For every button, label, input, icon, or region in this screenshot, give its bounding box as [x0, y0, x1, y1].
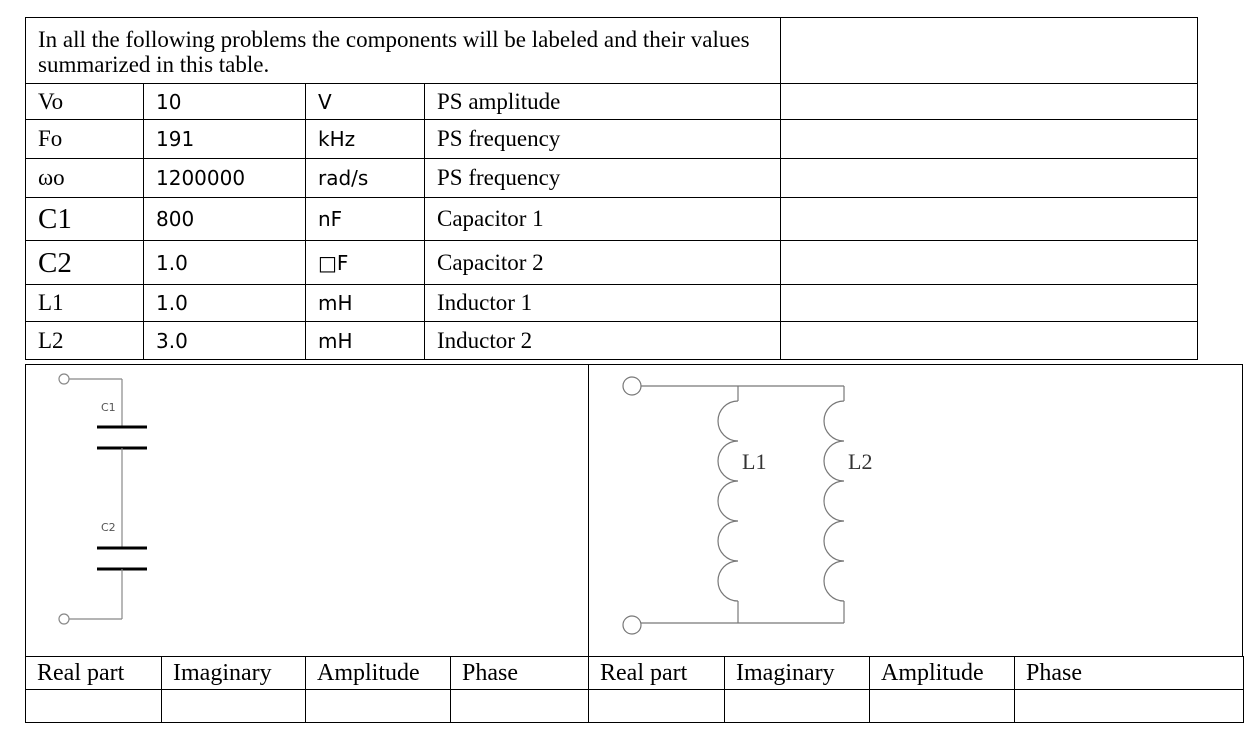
- empty-cell: [781, 120, 1198, 159]
- inductor-l1-coil: [718, 401, 738, 601]
- unit-cell: V: [306, 84, 425, 120]
- label-l1: L1: [742, 449, 767, 474]
- header-amplitude: Amplitude: [870, 657, 1015, 690]
- unit-cell: nF: [306, 198, 425, 241]
- description-cell: PS amplitude: [425, 84, 781, 120]
- empty-cell: [781, 241, 1198, 285]
- table-row: [26, 84, 1198, 120]
- unit-cell: rad/s: [306, 159, 425, 198]
- inductor-circuit: [623, 377, 844, 634]
- terminal-bottom: [623, 616, 641, 634]
- symbol-cell: C1: [26, 198, 144, 241]
- symbol-cell: C2: [26, 241, 144, 285]
- description-cell: PS frequency: [425, 159, 781, 198]
- symbol-cell: L2: [26, 322, 144, 360]
- unit-cell: □F: [306, 241, 425, 285]
- symbol-cell: L1: [26, 285, 144, 322]
- inductor-l2-coil: [824, 401, 844, 601]
- symbol-cell: Fo: [26, 120, 144, 159]
- label-c1: C1: [101, 401, 116, 414]
- header-amplitude: Amplitude: [306, 657, 451, 690]
- value-cell: 10: [144, 84, 306, 120]
- unit-cell: kHz: [306, 120, 425, 159]
- label-l2: L2: [848, 449, 873, 474]
- value-cell: 1200000: [144, 159, 306, 198]
- table-row: [26, 159, 1198, 198]
- answer-cell[interactable]: [306, 690, 451, 723]
- symbol-cell: ωo: [26, 159, 144, 198]
- empty-cell: [781, 159, 1198, 198]
- header-phase: Phase: [1015, 657, 1244, 690]
- terminal-bottom: [59, 614, 69, 624]
- empty-cell: [781, 18, 1198, 84]
- terminal-top: [623, 377, 641, 395]
- answer-input-row: [26, 690, 1244, 723]
- header-phase: Phase: [451, 657, 589, 690]
- unit-cell: mH: [306, 285, 425, 322]
- table-row: [26, 285, 1198, 322]
- header-real-part: Real part: [26, 657, 162, 690]
- description-cell: Capacitor 2: [425, 241, 781, 285]
- answer-cell[interactable]: [26, 690, 162, 723]
- description-cell: PS frequency: [425, 120, 781, 159]
- answer-cell[interactable]: [1015, 690, 1244, 723]
- value-cell: 1.0: [144, 241, 306, 285]
- intro-text: In all the following problems the components will be labeled and their values summarized in this table.: [26, 18, 781, 84]
- answer-cell[interactable]: [162, 690, 306, 723]
- description-cell: Inductor 2: [425, 322, 781, 360]
- label-c2: C2: [101, 521, 116, 534]
- empty-cell: [781, 198, 1198, 241]
- value-cell: 3.0: [144, 322, 306, 360]
- table-row: [26, 198, 1198, 241]
- answer-cell[interactable]: [451, 690, 589, 723]
- answer-cell[interactable]: [589, 690, 725, 723]
- header-real-part: Real part: [589, 657, 725, 690]
- empty-cell: [781, 84, 1198, 120]
- value-cell: 191: [144, 120, 306, 159]
- circuit-drawings: [26, 365, 1242, 657]
- symbol-cell: Vo: [26, 84, 144, 120]
- circuit-panel: [25, 364, 1243, 656]
- value-cell: 1.0: [144, 285, 306, 322]
- component-table: [25, 17, 1198, 360]
- answer-table: [25, 656, 1244, 723]
- header-imaginary: Imaginary: [162, 657, 306, 690]
- table-row: [26, 241, 1198, 285]
- description-cell: Inductor 1: [425, 285, 781, 322]
- table-row: [26, 322, 1198, 360]
- description-cell: Capacitor 1: [425, 198, 781, 241]
- table-row: [26, 120, 1198, 159]
- intro-row: [26, 18, 1198, 84]
- empty-cell: [781, 285, 1198, 322]
- empty-cell: [781, 322, 1198, 360]
- unit-cell: mH: [306, 322, 425, 360]
- terminal-top: [59, 374, 69, 384]
- answer-cell[interactable]: [870, 690, 1015, 723]
- answer-header-row: [26, 657, 1244, 690]
- header-imaginary: Imaginary: [725, 657, 870, 690]
- answer-cell[interactable]: [725, 690, 870, 723]
- value-cell: 800: [144, 198, 306, 241]
